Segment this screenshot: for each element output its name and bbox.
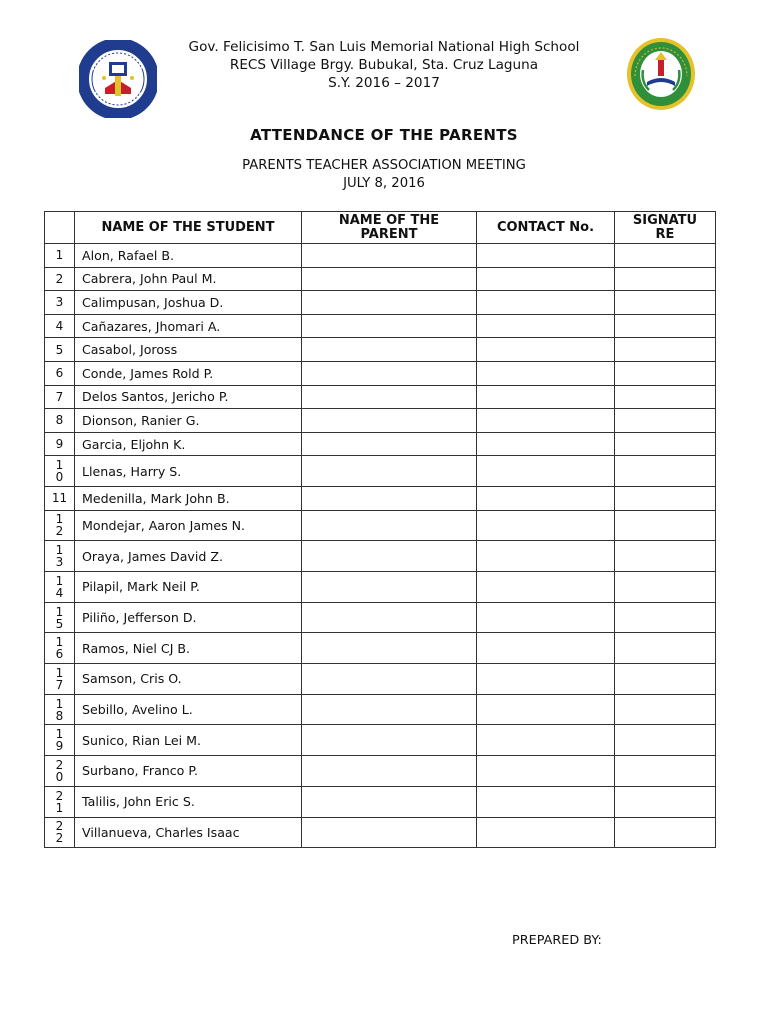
- parent-name-cell[interactable]: [302, 314, 477, 338]
- contact-number-cell[interactable]: [477, 572, 615, 603]
- student-name-cell: Delos Santos, Jericho P.: [75, 385, 302, 409]
- col-signature-header: SIGNATU RE: [615, 212, 716, 244]
- contact-number-cell[interactable]: [477, 664, 615, 695]
- student-name-cell: Surbano, Franco P.: [75, 756, 302, 787]
- contact-number-cell[interactable]: [477, 510, 615, 541]
- table-row: [45, 572, 716, 603]
- table-row: [45, 432, 716, 456]
- table-row: [45, 385, 716, 409]
- table-row: [45, 267, 716, 291]
- student-name-cell: Piliño, Jefferson D.: [75, 602, 302, 633]
- parent-name-cell[interactable]: [302, 385, 477, 409]
- contact-number-cell[interactable]: [477, 487, 615, 511]
- row-number: 1 8: [45, 694, 75, 725]
- signature-cell[interactable]: [615, 338, 716, 362]
- row-number: 9: [45, 432, 75, 456]
- parent-name-cell[interactable]: [302, 487, 477, 511]
- col-number-header: [45, 212, 75, 244]
- table-row: [45, 314, 716, 338]
- signature-cell[interactable]: [615, 487, 716, 511]
- student-name-cell: Villanueva, Charles Isaac: [75, 817, 302, 848]
- contact-number-cell[interactable]: [477, 602, 615, 633]
- row-number: 1 9: [45, 725, 75, 756]
- table-row: [45, 602, 716, 633]
- student-name-cell: Calimpusan, Joshua D.: [75, 291, 302, 315]
- row-number: 2 0: [45, 756, 75, 787]
- document-header: [0, 36, 768, 106]
- contact-number-cell[interactable]: [477, 291, 615, 315]
- contact-number-cell[interactable]: [477, 694, 615, 725]
- attendance-table: [44, 211, 716, 848]
- student-name-cell: Oraya, James David Z.: [75, 541, 302, 572]
- row-number: 11: [45, 487, 75, 511]
- parent-name-cell[interactable]: [302, 338, 477, 362]
- student-name-cell: Talilis, John Eric S.: [75, 786, 302, 817]
- parent-name-cell[interactable]: [302, 756, 477, 787]
- student-name-cell: Sebillo, Avelino L.: [75, 694, 302, 725]
- parent-name-cell[interactable]: [302, 602, 477, 633]
- contact-number-cell[interactable]: [477, 338, 615, 362]
- table-row: [45, 633, 716, 664]
- contact-number-cell[interactable]: [477, 409, 615, 433]
- signature-cell[interactable]: [615, 602, 716, 633]
- table-row: [45, 664, 716, 695]
- contact-number-cell[interactable]: [477, 817, 615, 848]
- signature-cell[interactable]: [615, 409, 716, 433]
- contact-number-cell[interactable]: [477, 786, 615, 817]
- table-row: [45, 510, 716, 541]
- school-seal-logo: [625, 36, 697, 112]
- student-name-cell: Garcia, Eljohn K.: [75, 432, 302, 456]
- signature-cell[interactable]: [615, 385, 716, 409]
- student-name-cell: Pilapil, Mark Neil P.: [75, 572, 302, 603]
- contact-number-cell[interactable]: [477, 314, 615, 338]
- student-name-cell: Dionson, Ranier G.: [75, 409, 302, 433]
- student-name-cell: Ramos, Niel CJ B.: [75, 633, 302, 664]
- parent-name-cell[interactable]: [302, 244, 477, 268]
- table-row: [45, 338, 716, 362]
- signature-cell[interactable]: [615, 267, 716, 291]
- signature-cell[interactable]: [615, 694, 716, 725]
- row-number: 3: [45, 291, 75, 315]
- signature-cell[interactable]: [615, 572, 716, 603]
- signature-cell[interactable]: [615, 725, 716, 756]
- col-student-header: NAME OF THE STUDENT: [75, 212, 302, 244]
- signature-cell[interactable]: [615, 664, 716, 695]
- table-row: [45, 541, 716, 572]
- parent-name-cell[interactable]: [302, 572, 477, 603]
- student-name-cell: Medenilla, Mark John B.: [75, 487, 302, 511]
- row-number: 1 7: [45, 664, 75, 695]
- table-row: [45, 487, 716, 511]
- contact-number-cell[interactable]: [477, 756, 615, 787]
- table-row: [45, 291, 716, 315]
- contact-number-cell[interactable]: [477, 456, 615, 487]
- parent-name-cell[interactable]: [302, 633, 477, 664]
- row-number: 8: [45, 409, 75, 433]
- meeting-name: PARENTS TEACHER ASSOCIATION MEETING: [242, 158, 526, 173]
- row-number: 6: [45, 361, 75, 385]
- meeting-info: [0, 157, 768, 193]
- signature-cell[interactable]: [615, 432, 716, 456]
- signature-cell[interactable]: [615, 786, 716, 817]
- table-row: [45, 361, 716, 385]
- contact-number-cell[interactable]: [477, 432, 615, 456]
- contact-number-cell[interactable]: [477, 725, 615, 756]
- parent-name-cell[interactable]: [302, 267, 477, 291]
- contact-number-cell[interactable]: [477, 541, 615, 572]
- deped-seal-logo: [79, 40, 157, 118]
- signature-cell[interactable]: [615, 314, 716, 338]
- parent-name-cell[interactable]: [302, 694, 477, 725]
- school-address: RECS Village Brgy. Bubukal, Sta. Cruz Laguna: [229, 57, 539, 73]
- table-header-row: [45, 212, 716, 244]
- page-title: ATTENDANCE OF THE PARENTS: [250, 126, 518, 144]
- table-row: [45, 409, 716, 433]
- student-name-cell: Sunico, Rian Lei M.: [75, 725, 302, 756]
- parent-name-cell[interactable]: [302, 664, 477, 695]
- student-name-cell: Llenas, Harry S.: [75, 456, 302, 487]
- parent-name-cell[interactable]: [302, 432, 477, 456]
- table-row: [45, 817, 716, 848]
- row-number: 2: [45, 267, 75, 291]
- row-number: 5: [45, 338, 75, 362]
- row-number: 1 0: [45, 456, 75, 487]
- parent-name-cell[interactable]: [302, 541, 477, 572]
- signature-cell[interactable]: [615, 633, 716, 664]
- row-number: 1 5: [45, 602, 75, 633]
- signature-cell[interactable]: [615, 456, 716, 487]
- table-row: [45, 456, 716, 487]
- parent-name-cell[interactable]: [302, 725, 477, 756]
- contact-number-cell[interactable]: [477, 244, 615, 268]
- contact-number-cell[interactable]: [477, 361, 615, 385]
- student-name-cell: Conde, James Rold P.: [75, 361, 302, 385]
- student-name-cell: Casabol, Joross: [75, 338, 302, 362]
- row-number: 1 4: [45, 572, 75, 603]
- table-row: [45, 725, 716, 756]
- col-contact-header: CONTACT No.: [477, 212, 615, 244]
- row-number: 2 2: [45, 817, 75, 848]
- parent-name-cell[interactable]: [302, 361, 477, 385]
- table-row: [45, 694, 716, 725]
- school-name: Gov. Felicisimo T. San Luis Memorial National High School: [188, 39, 580, 55]
- signature-cell[interactable]: [615, 244, 716, 268]
- prepared-by-label: PREPARED BY:: [512, 933, 602, 948]
- parent-name-cell[interactable]: [302, 510, 477, 541]
- table-body: [45, 244, 716, 848]
- signature-cell[interactable]: [615, 817, 716, 848]
- student-name-cell: Cañazares, Jhomari A.: [75, 314, 302, 338]
- table-row: [45, 786, 716, 817]
- school-info: [160, 38, 608, 92]
- meeting-date: JULY 8, 2016: [343, 176, 425, 191]
- row-number: 1 2: [45, 510, 75, 541]
- parent-name-cell[interactable]: [302, 817, 477, 848]
- signature-cell[interactable]: [615, 541, 716, 572]
- parent-name-cell[interactable]: [302, 786, 477, 817]
- row-number: 4: [45, 314, 75, 338]
- row-number: 1 6: [45, 633, 75, 664]
- signature-cell[interactable]: [615, 361, 716, 385]
- student-name-cell: Mondejar, Aaron James N.: [75, 510, 302, 541]
- student-name-cell: Cabrera, John Paul M.: [75, 267, 302, 291]
- parent-name-cell[interactable]: [302, 291, 477, 315]
- table-row: [45, 756, 716, 787]
- contact-number-cell[interactable]: [477, 385, 615, 409]
- table-row: [45, 244, 716, 268]
- signature-cell[interactable]: [615, 756, 716, 787]
- signature-cell[interactable]: [615, 510, 716, 541]
- student-name-cell: Samson, Cris O.: [75, 664, 302, 695]
- contact-number-cell[interactable]: [477, 633, 615, 664]
- parent-name-cell[interactable]: [302, 456, 477, 487]
- col-parent-header: NAME OF THE PARENT: [302, 212, 477, 244]
- row-number: 7: [45, 385, 75, 409]
- school-year: S.Y. 2016 – 2017: [328, 75, 440, 91]
- signature-cell[interactable]: [615, 291, 716, 315]
- parent-name-cell[interactable]: [302, 409, 477, 433]
- row-number: 1: [45, 244, 75, 268]
- row-number: 1 3: [45, 541, 75, 572]
- contact-number-cell[interactable]: [477, 267, 615, 291]
- student-name-cell: Alon, Rafael B.: [75, 244, 302, 268]
- row-number: 2 1: [45, 786, 75, 817]
